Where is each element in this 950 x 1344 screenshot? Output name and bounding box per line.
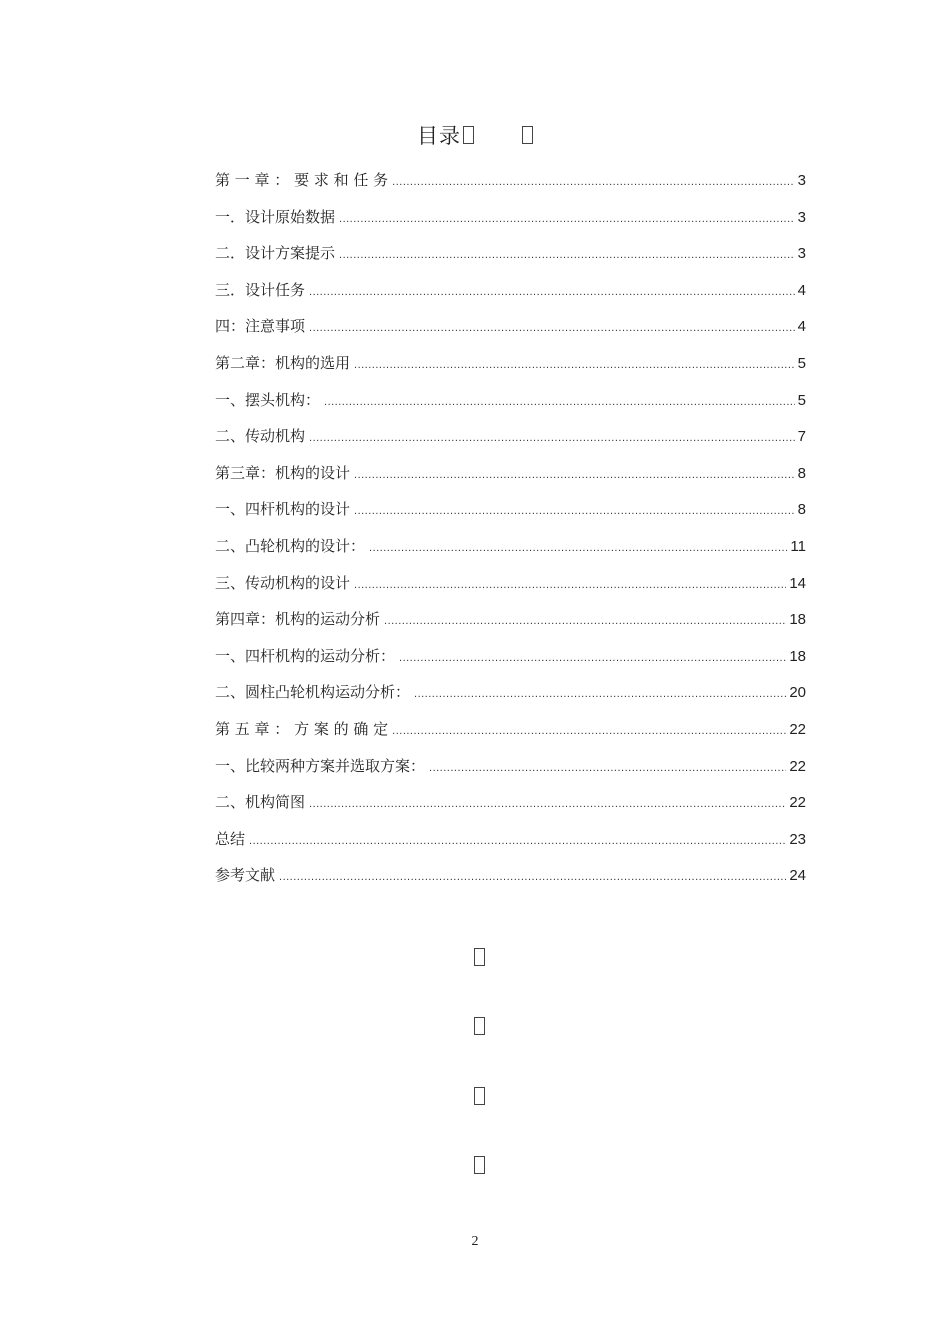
toc-entry-page: 18	[789, 611, 806, 629]
toc-entry[interactable]	[215, 784, 806, 821]
toc-entry-label: 第三章：机构的设计	[215, 463, 351, 482]
toc-entry-label: 一、摆头机构：	[215, 390, 321, 409]
toc-entry-label: 二．设计方案提示	[215, 244, 336, 263]
toc-entry-label: 第 一 章 ： 要 求 和 任 务	[215, 171, 389, 189]
dot-leader	[309, 274, 795, 311]
toc-entry-label: 二、凸轮机构的设计：	[215, 536, 366, 555]
dot-leader	[369, 530, 787, 567]
toc-entry-page: 4	[797, 281, 806, 299]
toc-entry-label: 三、传动机构的设计	[215, 573, 351, 592]
toc-entry-page: 3	[797, 172, 806, 189]
dot-leader	[354, 347, 795, 384]
toc-entry[interactable]	[215, 272, 806, 309]
toc-entry-label: 一、比较两种方案并选取方案：	[215, 756, 426, 775]
dot-leader	[392, 713, 786, 750]
toc-entry[interactable]	[215, 821, 806, 858]
toc-entry[interactable]	[215, 382, 806, 419]
dot-leader	[429, 750, 786, 787]
dot-leader	[399, 640, 786, 677]
toc-entry-label: 二、传动机构	[215, 427, 306, 446]
toc-entry-page: 23	[789, 830, 806, 848]
table-of-contents	[215, 162, 806, 894]
toc-entry-page: 20	[789, 684, 806, 702]
toc-entry[interactable]	[215, 857, 806, 894]
missing-glyph-icon	[474, 948, 485, 966]
toc-entry-page: 4	[797, 318, 806, 336]
toc-entry-page: 14	[789, 574, 806, 592]
dot-leader	[354, 457, 795, 494]
toc-entry-page: 5	[797, 354, 806, 372]
missing-glyph-icon	[474, 1156, 485, 1174]
toc-entry-page: 7	[797, 428, 806, 446]
dot-leader	[309, 310, 795, 347]
toc-entry[interactable]	[215, 748, 806, 785]
toc-entry[interactable]	[215, 199, 806, 236]
toc-entry-page: 3	[797, 245, 806, 263]
toc-entry[interactable]	[215, 638, 806, 675]
dot-leader	[279, 859, 786, 896]
toc-entry-label: 四：注意事项	[215, 317, 306, 336]
missing-glyph-icon	[522, 126, 533, 144]
toc-entry-page: 5	[797, 391, 806, 409]
dot-leader	[414, 676, 786, 713]
toc-entry-page: 24	[789, 867, 806, 885]
toc-entry[interactable]	[215, 455, 806, 492]
toc-entry-label: 一、四杆机构的运动分析：	[215, 646, 396, 665]
dot-leader	[339, 237, 795, 274]
toc-entry[interactable]	[215, 345, 806, 382]
dot-leader	[392, 164, 795, 201]
missing-glyph-icon	[463, 126, 474, 144]
toc-entry[interactable]	[215, 491, 806, 528]
toc-entry-label: 二、圆柱凸轮机构运动分析：	[215, 683, 411, 702]
toc-title	[0, 120, 950, 150]
missing-glyph-icon	[474, 1087, 485, 1105]
toc-entry-label: 参考文献	[215, 866, 276, 885]
dot-leader	[354, 493, 795, 530]
dot-leader	[384, 603, 786, 640]
dot-leader	[309, 786, 786, 823]
toc-entry-page: 22	[789, 757, 806, 775]
toc-entry-label: 第 五 章 ： 方 案 的 确 定	[215, 719, 389, 738]
toc-entry-label: 二、机构简图	[215, 793, 306, 812]
toc-entry[interactable]	[215, 418, 806, 455]
toc-entry-label: 总结	[215, 829, 246, 848]
toc-entry-page: 22	[789, 794, 806, 812]
missing-glyph-icon	[474, 1017, 485, 1035]
toc-entry-label: 一、四杆机构的设计	[215, 500, 351, 519]
dot-leader	[339, 201, 795, 238]
dot-leader	[309, 420, 795, 457]
toc-entry-page: 18	[789, 647, 806, 665]
page-number: 2	[471, 1234, 479, 1249]
toc-entry-page: 3	[797, 208, 806, 226]
toc-entry[interactable]	[215, 601, 806, 638]
toc-entry[interactable]	[215, 308, 806, 345]
toc-entry-label: 一．设计原始数据	[215, 207, 336, 226]
toc-entry-page: 8	[797, 464, 806, 482]
toc-entry[interactable]	[215, 674, 806, 711]
toc-entry-page: 11	[790, 537, 806, 555]
toc-entry-page: 8	[797, 501, 806, 519]
toc-entry-page: 22	[789, 720, 806, 738]
toc-entry-label: 第二章：机构的选用	[215, 353, 351, 372]
dot-leader	[324, 384, 795, 421]
toc-entry-label: 三．设计任务	[215, 280, 306, 299]
dot-leader	[249, 823, 786, 860]
dot-leader	[354, 567, 786, 604]
toc-entry[interactable]	[215, 528, 806, 565]
toc-entry[interactable]	[215, 565, 806, 602]
toc-entry[interactable]	[215, 235, 806, 272]
toc-entry[interactable]	[215, 162, 806, 199]
toc-entry-label: 第四章：机构的运动分析	[215, 610, 381, 629]
toc-entry[interactable]	[215, 711, 806, 748]
toc-title-text: 目录	[417, 124, 461, 148]
